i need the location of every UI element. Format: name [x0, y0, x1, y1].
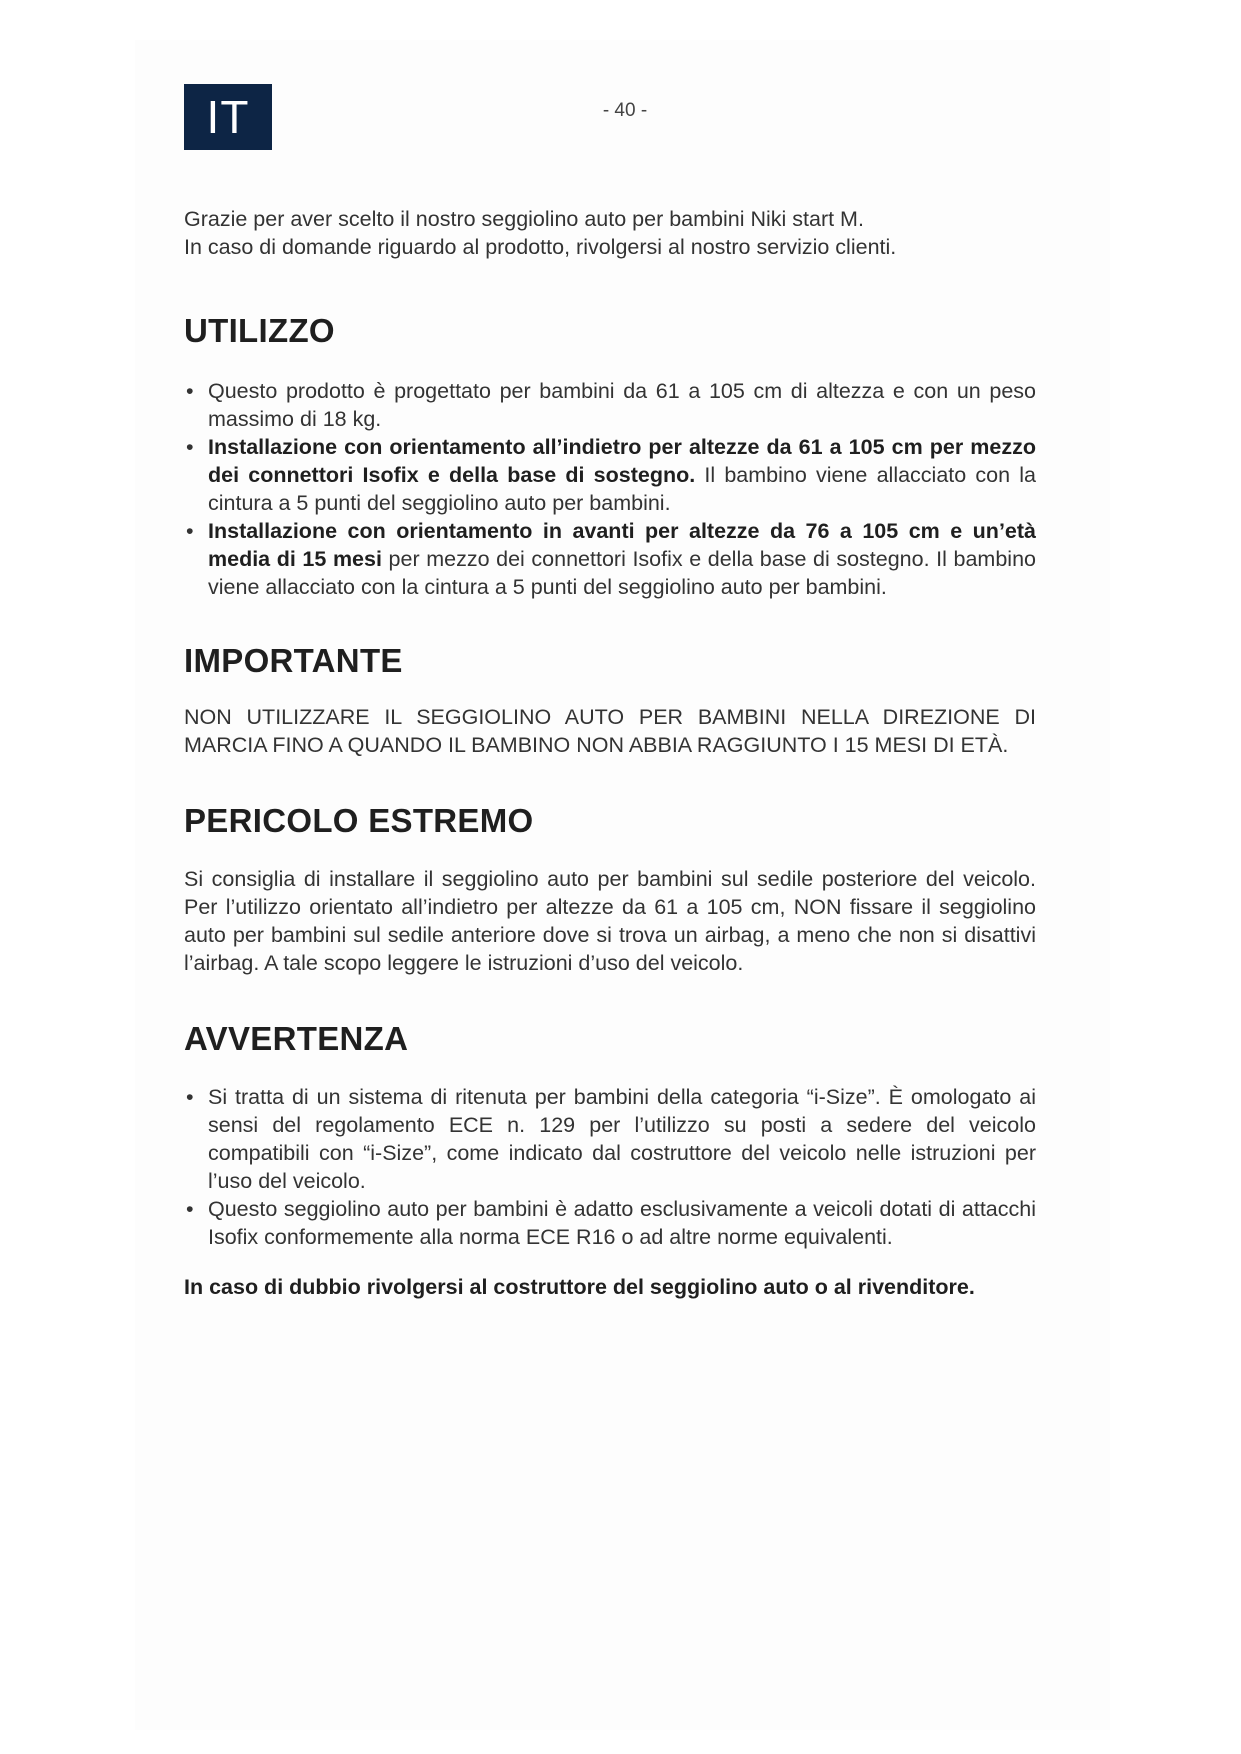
page-number: - 40 -	[602, 100, 648, 121]
list-item	[184, 517, 1036, 601]
list-item	[184, 433, 1036, 517]
list-item-text: Il bambino viene allacciato con la cintura a 5 punti del seggiolino auto per bambini.	[208, 463, 1036, 515]
bullet-icon: •	[186, 435, 194, 459]
document-content	[184, 205, 1036, 1301]
list-item-text: per mezzo dei connettori Isofix e della base di sostegno. Il bambino viene allacciato con la cintura a 5 punti del seggiolino auto per bambini.	[208, 547, 1036, 599]
bullet-icon: •	[186, 1085, 194, 1109]
list-item	[184, 1195, 1036, 1251]
pericolo-text: Si consiglia di installare il seggiolino auto per bambini sul sedile posteriore del veicolo. Per l’utilizzo orientato all’indietro per altezze da 61 a 105 cm, NON fissare il seggiolino auto per bambini sul sedile anteriore dove si trova un airbag, a meno che non si disattivi l’airbag. A tale scopo leggere le istruzioni d’uso del veicolo.	[184, 867, 1036, 975]
bullet-icon: •	[186, 379, 194, 403]
intro-line-2: In caso di domande riguardo al prodotto, rivolgersi al nostro servizio clienti.	[184, 235, 897, 259]
list-item	[184, 377, 1036, 433]
heading-importante: IMPORTANTE	[184, 642, 403, 679]
closing-note: In caso di dubbio rivolgersi al costruttore del seggiolino auto o al rivenditore.	[184, 1275, 975, 1299]
list-item	[184, 1083, 1036, 1195]
list-item-text: Questo seggiolino auto per bambini è adatto esclusivamente a veicoli dotati di attacchi Isofix conformemente alla norma ECE R16 o ad altre norme equivalenti.	[208, 1197, 1036, 1249]
language-badge: IT	[184, 84, 272, 150]
bullet-icon: •	[186, 519, 194, 543]
importante-text: NON UTILIZZARE IL SEGGIOLINO AUTO PER BAMBINI NELLA DIREZIONE DI MARCIA FINO A QUANDO IL BAMBINO NON ABBIA RAGGIUNTO I 15 MESI DI ETÀ.	[184, 705, 1036, 757]
heading-avvertenza: AVVERTENZA	[184, 1020, 409, 1057]
utilizzo-list	[184, 377, 1036, 601]
list-item-text: Questo prodotto è progettato per bambini da 61 a 105 cm di altezza e con un peso massimo di 18 kg.	[208, 379, 1036, 431]
list-item-bold-text: Installazione con orientamento in avanti per altezze da 76 a 105 cm e un’età media di 15 mesi	[208, 519, 1036, 571]
list-item-bold-text: Installazione con orientamento all’indietro per altezze da 61 a 105 cm per mezzo dei connettori Isofix e della base di sostegno.	[208, 435, 1036, 487]
heading-utilizzo: UTILIZZO	[184, 312, 335, 349]
avvertenza-list	[184, 1083, 1036, 1251]
heading-pericolo-estremo: PERICOLO ESTREMO	[184, 802, 534, 839]
bullet-icon: •	[186, 1197, 194, 1221]
intro-line-1: Grazie per aver scelto il nostro seggiolino auto per bambini Niki start M.	[184, 207, 864, 231]
list-item-text: Si tratta di un sistema di ritenuta per bambini della categoria “i-Size”. È omologato ai sensi del regolamento ECE n. 129 per l’utilizzo su posti a sedere del veicolo compatibili con “i-Size”, come indicato dal costruttore del veicolo nelle istruzioni per l’uso del veicolo.	[208, 1085, 1036, 1193]
